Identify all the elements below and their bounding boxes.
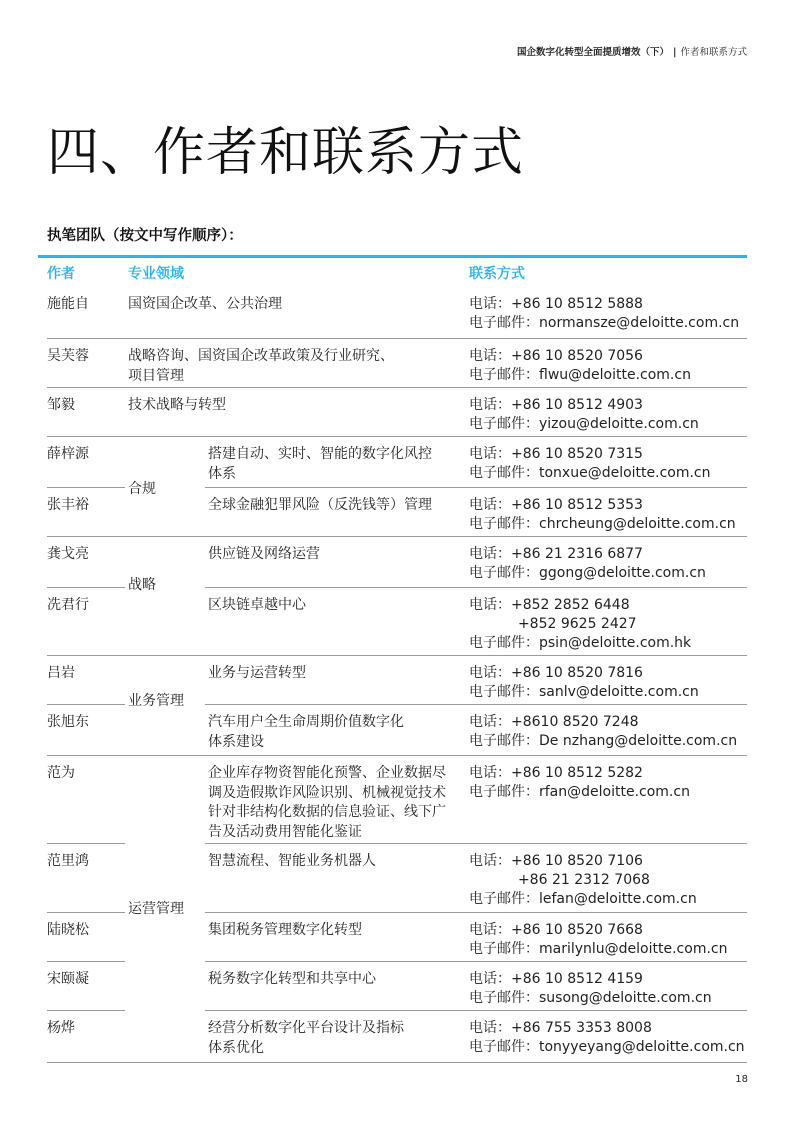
column-header-domain: 专业领域 bbox=[128, 266, 184, 282]
row-divider bbox=[47, 961, 125, 962]
contact-info: 电话：+86 10 8512 4159 电子邮件：susong@deloitte.com.cn bbox=[469, 971, 712, 1006]
domain-text: 供应链及网络运营 bbox=[208, 546, 320, 562]
author-name: 薛梓源 bbox=[47, 446, 89, 462]
column-header-author: 作者 bbox=[47, 266, 75, 282]
team-subtitle: 执笔团队（按文中写作顺序）： bbox=[47, 228, 243, 244]
row-divider bbox=[47, 704, 125, 705]
contact-info: 电话：+86 10 8520 7816 电子邮件：sanlv@deloitte.com.cn bbox=[469, 665, 699, 700]
author-name: 范为 bbox=[47, 765, 75, 781]
contact-info: 电话：+86 21 2316 6877 电子邮件：ggong@deloitte.com.cn bbox=[469, 546, 706, 581]
contact-info: 电话：+86 755 3353 8008 电子邮件：tonyyeyang@deloitte.com.cn bbox=[469, 1020, 745, 1055]
group-label: 运营管理 bbox=[128, 901, 184, 917]
row-divider bbox=[47, 655, 747, 656]
author-name: 张丰裕 bbox=[47, 497, 89, 513]
domain-text: 业务与运营转型 bbox=[208, 665, 306, 681]
row-divider bbox=[47, 1010, 125, 1011]
table-top-rule bbox=[38, 255, 747, 258]
domain-text: 战略咨询、国资国企改革政策及行业研究、 项目管理 bbox=[128, 348, 394, 384]
author-name: 张旭东 bbox=[47, 714, 89, 730]
running-header bbox=[517, 44, 747, 58]
author-name: 杨烨 bbox=[47, 1020, 75, 1036]
domain-text: 汽车用户全生命周期价值数字化 体系建设 bbox=[208, 714, 404, 750]
row-divider bbox=[47, 587, 125, 588]
contact-info: 电话：+86 10 8512 5353 电子邮件：chrcheung@deloitte.com.cn bbox=[469, 497, 736, 532]
row-divider bbox=[47, 338, 747, 339]
contact-info: 电话：+8610 8520 7248 电子邮件：De nzhang@deloitte.com.cn bbox=[469, 714, 738, 749]
contact-info: 电话：+86 10 8512 5282 电子邮件：rfan@deloitte.com.cn bbox=[469, 765, 690, 800]
page-title: 四、作者和联系方式 bbox=[47, 123, 525, 183]
row-divider bbox=[47, 436, 747, 437]
author-name: 冼君行 bbox=[47, 597, 89, 613]
domain-text: 集团税务管理数字化转型 bbox=[208, 922, 362, 938]
contact-info: 电话：+86 10 8520 7315 电子邮件：tonxue@deloitte.com.cn bbox=[469, 446, 711, 481]
page-number: 18 bbox=[735, 1074, 748, 1085]
group-label: 合规 bbox=[128, 481, 156, 497]
row-divider bbox=[205, 961, 747, 962]
domain-text: 搭建自动、实时、智能的数字化风控 体系 bbox=[208, 446, 432, 482]
author-name: 邹毅 bbox=[47, 397, 75, 413]
contact-info: 电话：+86 10 8512 4903 电子邮件：yizou@deloitte.com.cn bbox=[469, 397, 699, 432]
domain-text: 技术战略与转型 bbox=[128, 397, 226, 413]
author-name: 宋颐凝 bbox=[47, 971, 89, 987]
domain-text: 智慧流程、智能业务机器人 bbox=[208, 853, 376, 869]
contact-info: 电话：+86 10 8520 7056 电子邮件：flwu@deloitte.com.cn bbox=[469, 348, 691, 383]
row-divider bbox=[205, 487, 747, 488]
row-divider bbox=[47, 755, 747, 756]
author-name: 龚戈亮 bbox=[47, 546, 89, 562]
author-name: 吴芙蓉 bbox=[47, 348, 89, 364]
column-header-contact: 联系方式 bbox=[469, 266, 525, 282]
domain-text: 全球金融犯罪风险（反洗钱等）管理 bbox=[208, 497, 432, 513]
contact-info: 电话：+86 10 8520 7106 +86 21 2312 7068 电子邮件：lefan@deloitte.com.cn bbox=[469, 853, 697, 907]
row-divider bbox=[47, 912, 125, 913]
author-name: 吕岩 bbox=[47, 665, 75, 681]
domain-text: 国资国企改革、公共治理 bbox=[128, 296, 282, 312]
contact-info: 电话：+86 10 8512 5888 电子邮件：normansze@deloitte.com.cn bbox=[469, 296, 740, 331]
row-divider bbox=[205, 912, 747, 913]
row-divider bbox=[205, 587, 747, 588]
domain-text: 区块链卓越中心 bbox=[208, 597, 306, 613]
row-divider bbox=[47, 536, 747, 537]
domain-text: 税务数字化转型和共享中心 bbox=[208, 971, 376, 987]
group-label: 战略 bbox=[128, 577, 156, 593]
author-name: 范里鸿 bbox=[47, 853, 89, 869]
section-name: 作者和联系方式 bbox=[680, 47, 747, 58]
contact-info: 电话：+86 10 8520 7668 电子邮件：marilynlu@deloitte.com.cn bbox=[469, 922, 728, 957]
table-bottom-rule bbox=[47, 1062, 747, 1063]
author-name: 施能自 bbox=[47, 296, 89, 312]
author-name: 陆晓松 bbox=[47, 922, 89, 938]
domain-text: 经营分析数字化平台设计及指标 体系优化 bbox=[208, 1020, 404, 1056]
contact-info: 电话：+852 2852 6448 +852 9625 2427 电子邮件：psin@deloitte.com.hk bbox=[469, 597, 692, 651]
row-divider bbox=[205, 1010, 747, 1011]
row-divider bbox=[47, 387, 747, 388]
report-title: 国企数字化转型全面提质增效（下） bbox=[516, 47, 669, 58]
header-separator: | bbox=[673, 47, 677, 58]
row-divider bbox=[47, 487, 125, 488]
row-divider bbox=[47, 843, 125, 844]
domain-text: 企业库存物资智能化预警、企业数据尽 调及造假欺诈风险识别、机械视觉技术 针对非结构化数据的信息验证、线下广 告及活动费用智能化鉴证 bbox=[208, 765, 446, 840]
group-label: 业务管理 bbox=[128, 693, 184, 709]
row-divider bbox=[205, 704, 747, 705]
row-divider bbox=[205, 843, 747, 844]
